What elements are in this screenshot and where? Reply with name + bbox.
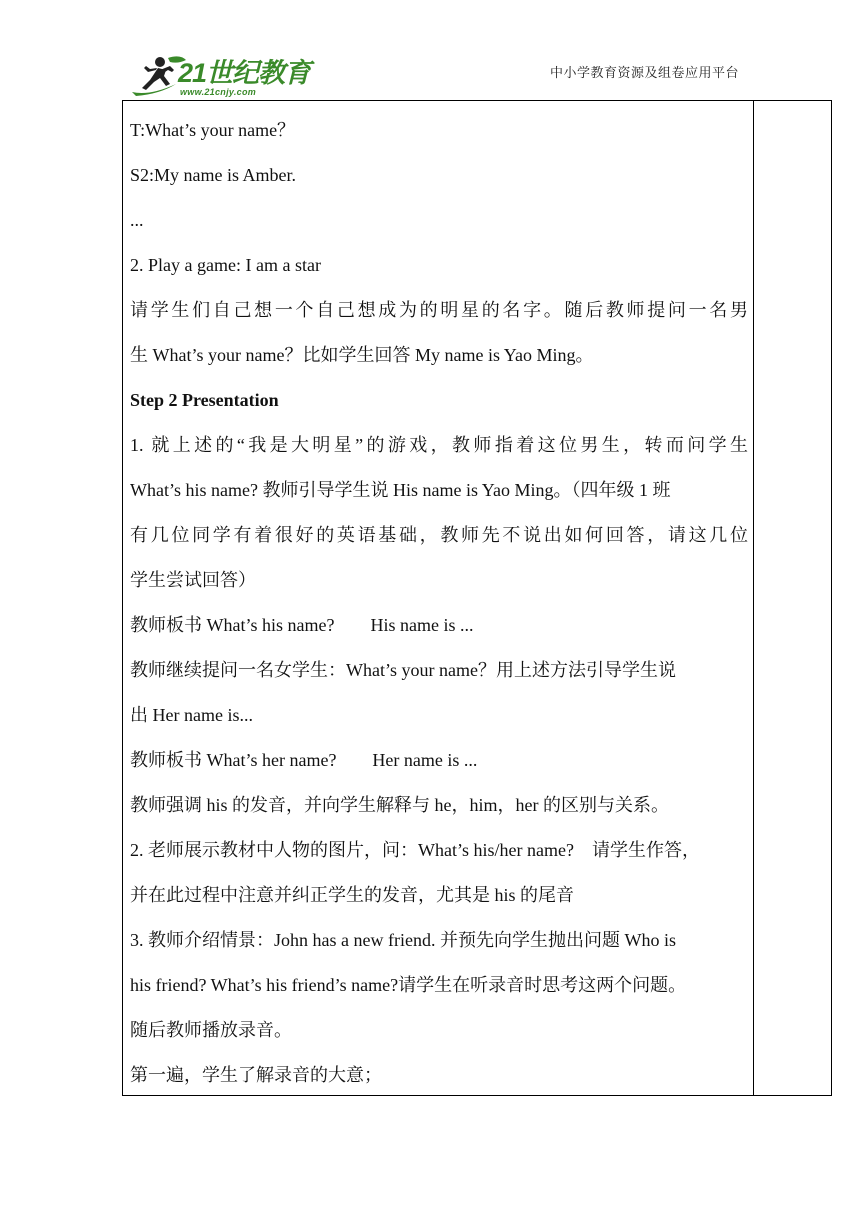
text-line: 随后教师播放录音。 [130, 1020, 292, 1040]
text-line: his friend? What’s his friend’s name?请学生在听录音时思考这两个问题。 [130, 975, 687, 995]
text-line: 教师板书 What’s his name? His name is ... [130, 615, 474, 635]
text-line: 2. Play a game: I am a star [130, 255, 321, 275]
text-line: S2:My name is Amber. [130, 165, 296, 185]
text-line: 出 Her name is... [130, 705, 253, 725]
text-line: 教师继续提问一名女学生：What’s your name？用上述方法引导学生说 [130, 660, 676, 680]
text-line: What’s his name? 教师引导学生说 His name is Yao Ming。（四年级 1 班 [130, 480, 671, 500]
text-line: 2. 老师展示教材中人物的图片，问：What’s his/her name? 请学生作答， [130, 840, 700, 860]
text-line: 教师板书 What’s her name? Her name is ... [130, 750, 478, 770]
table-column-divider [753, 101, 754, 1096]
page-header [0, 0, 860, 104]
text-line: 教师强调 his 的发音，并向学生解释与 he，him，her 的区别与关系。 [130, 795, 669, 815]
text-line: 并在此过程中注意并纠正学生的发音，尤其是 his 的尾音 [130, 885, 575, 905]
text-line: 3. 教师介绍情景：John has a new friend. 并预先向学生抛出问题 Who is [130, 930, 676, 950]
text-line: 第一遍，学生了解录音的大意； [130, 1065, 382, 1085]
text-line: 1. 就上述的“我是大明星”的游戏，教师指着这位男生，转而问学生 [130, 435, 748, 455]
lesson-content [130, 108, 748, 1098]
platform-name: 中小学教育资源及组卷应用平台 [550, 66, 740, 81]
section-heading: Step 2 Presentation [130, 390, 279, 410]
text-line: 学生尝试回答） [130, 570, 256, 590]
text-line: ... [130, 210, 144, 230]
text-line: T:What’s your name？ [130, 120, 296, 140]
text-line: 生 What’s your name？比如学生回答 My name is Yao Ming。 [130, 345, 594, 365]
text-line: 有几位同学有着很好的英语基础，教师先不说出如何回答，请这几位 [130, 525, 748, 545]
text-line: 请学生们自己想一个自己想成为的明星的名字。随后教师提问一名男 [130, 300, 748, 320]
logo-url: www.21cnjy.com [180, 87, 257, 97]
logo-text: 21世纪教育 [178, 58, 311, 88]
